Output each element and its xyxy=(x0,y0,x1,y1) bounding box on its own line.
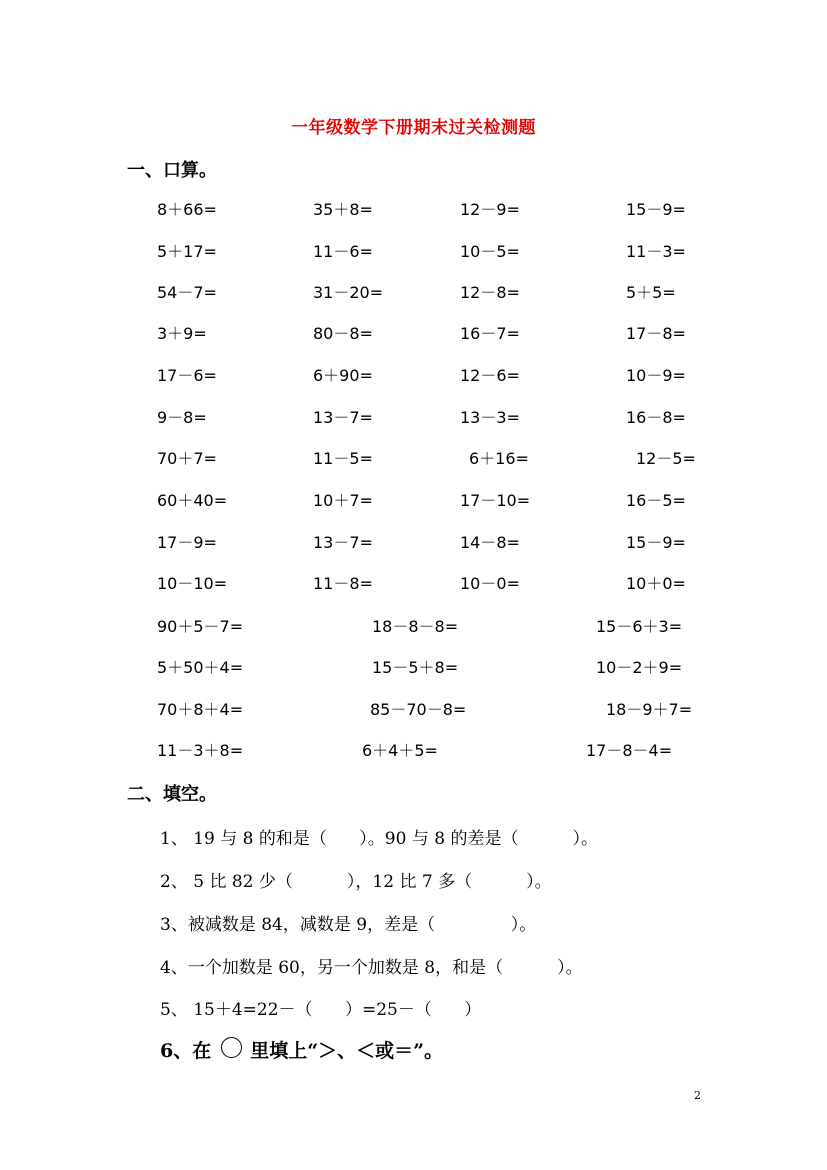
mixed-row xyxy=(0,697,827,719)
mixed-problem: 18－8－8= xyxy=(372,617,459,636)
oral-problem: 54－7= xyxy=(157,283,217,302)
oral-problem: 6＋90= xyxy=(313,366,373,385)
oral-problem: 5＋17= xyxy=(157,242,217,261)
oral-row xyxy=(0,239,827,261)
oral-row xyxy=(0,280,827,302)
fill-blank-item: 5、 15＋4=22－（ ）=25－（ ） xyxy=(160,1000,482,1020)
mixed-problem: 15－5＋8= xyxy=(372,658,459,677)
oral-problem: 14－8= xyxy=(460,533,520,552)
mixed-row xyxy=(0,738,827,760)
oral-row xyxy=(0,363,827,385)
oral-problem: 12－8= xyxy=(460,283,520,302)
section-fill-blank-heading: 二、填空。 xyxy=(127,784,217,805)
fill-blank-item: 2、 5 比 82 少（ ），12 比 7 多（ ）。 xyxy=(160,872,552,892)
oral-problem: 17－8= xyxy=(626,324,686,343)
oral-problem: 11－8= xyxy=(313,574,373,593)
oral-problem: 17－9= xyxy=(157,533,217,552)
oral-problem: 17－6= xyxy=(157,366,217,385)
oral-problem: 8＋66= xyxy=(157,200,217,219)
oral-problem: 6＋16= xyxy=(469,449,529,468)
mixed-problem: 11－3＋8= xyxy=(157,741,244,760)
oral-problem: 35＋8= xyxy=(313,200,373,219)
oral-problem: 12－5= xyxy=(636,449,696,468)
oral-problem: 16－7= xyxy=(460,324,520,343)
oral-problem: 10＋7= xyxy=(313,491,373,510)
oral-problem: 13－7= xyxy=(313,408,373,427)
page-title: 一年级数学下册期末过关检测题 xyxy=(291,118,536,138)
oral-problem: 13－3= xyxy=(460,408,520,427)
oral-problem: 10－0= xyxy=(460,574,520,593)
fill-blank-item: 1、 19 与 8 的和是（ ）。90 与 8 的差是（ ）。 xyxy=(160,829,598,849)
oral-problem: 15－9= xyxy=(626,533,686,552)
oral-problem: 5＋5= xyxy=(626,283,676,302)
oral-problem: 70＋7= xyxy=(157,449,217,468)
mixed-problem: 90＋5－7= xyxy=(157,617,244,636)
oral-row xyxy=(0,530,827,552)
compare-item xyxy=(160,1036,443,1063)
circle-icon xyxy=(221,1037,242,1058)
mixed-problem: 17－8－4= xyxy=(586,741,673,760)
section-oral-calculation-heading: 一、口算。 xyxy=(127,160,217,181)
oral-problem: 10－9= xyxy=(626,366,686,385)
oral-problem: 11－3= xyxy=(626,242,686,261)
oral-row xyxy=(0,197,827,219)
mixed-problem: 10－2＋9= xyxy=(596,658,683,677)
oral-problem: 31－20= xyxy=(313,283,384,302)
mixed-problem: 85－70－8= xyxy=(370,700,467,719)
oral-problem: 13－7= xyxy=(313,533,373,552)
fill-blank-item: 3、被减数是 84，减数是 9，差是（ ）。 xyxy=(160,915,537,935)
oral-problem: 80－8= xyxy=(313,324,373,343)
mixed-problem: 18－9＋7= xyxy=(606,700,693,719)
page-number: 2 xyxy=(694,1089,701,1102)
mixed-problem: 6＋4＋5= xyxy=(362,741,438,760)
mixed-problem: 15－6＋3= xyxy=(596,617,683,636)
oral-problem: 12－9= xyxy=(460,200,520,219)
compare-suffix: 里填上“＞、＜或＝”。 xyxy=(250,1040,444,1062)
oral-problem: 11－5= xyxy=(313,449,373,468)
oral-problem: 10－5= xyxy=(460,242,520,261)
oral-problem: 16－5= xyxy=(626,491,686,510)
oral-row xyxy=(0,488,827,510)
mixed-problem: 70＋8＋4= xyxy=(157,700,244,719)
oral-problem: 60＋40= xyxy=(157,491,228,510)
oral-problem: 16－8= xyxy=(626,408,686,427)
oral-problem: 10－10= xyxy=(157,574,228,593)
mixed-problem: 5＋50＋4= xyxy=(157,658,244,677)
mixed-row xyxy=(0,655,827,677)
oral-row xyxy=(0,405,827,427)
oral-row xyxy=(0,321,827,343)
oral-row xyxy=(0,446,827,468)
compare-prefix: 6、在 xyxy=(160,1040,212,1062)
oral-row xyxy=(0,571,827,593)
oral-problem: 3＋9= xyxy=(157,324,207,343)
oral-problem: 10＋0= xyxy=(626,574,686,593)
oral-problem: 11－6= xyxy=(313,242,373,261)
fill-blank-item: 4、一个加数是 60，另一个加数是 8，和是（ ）。 xyxy=(160,958,583,978)
oral-problem: 17－10= xyxy=(460,491,531,510)
oral-problem: 15－9= xyxy=(626,200,686,219)
mixed-row xyxy=(0,614,827,636)
oral-problem: 12－6= xyxy=(460,366,520,385)
oral-problem: 9－8= xyxy=(157,408,207,427)
